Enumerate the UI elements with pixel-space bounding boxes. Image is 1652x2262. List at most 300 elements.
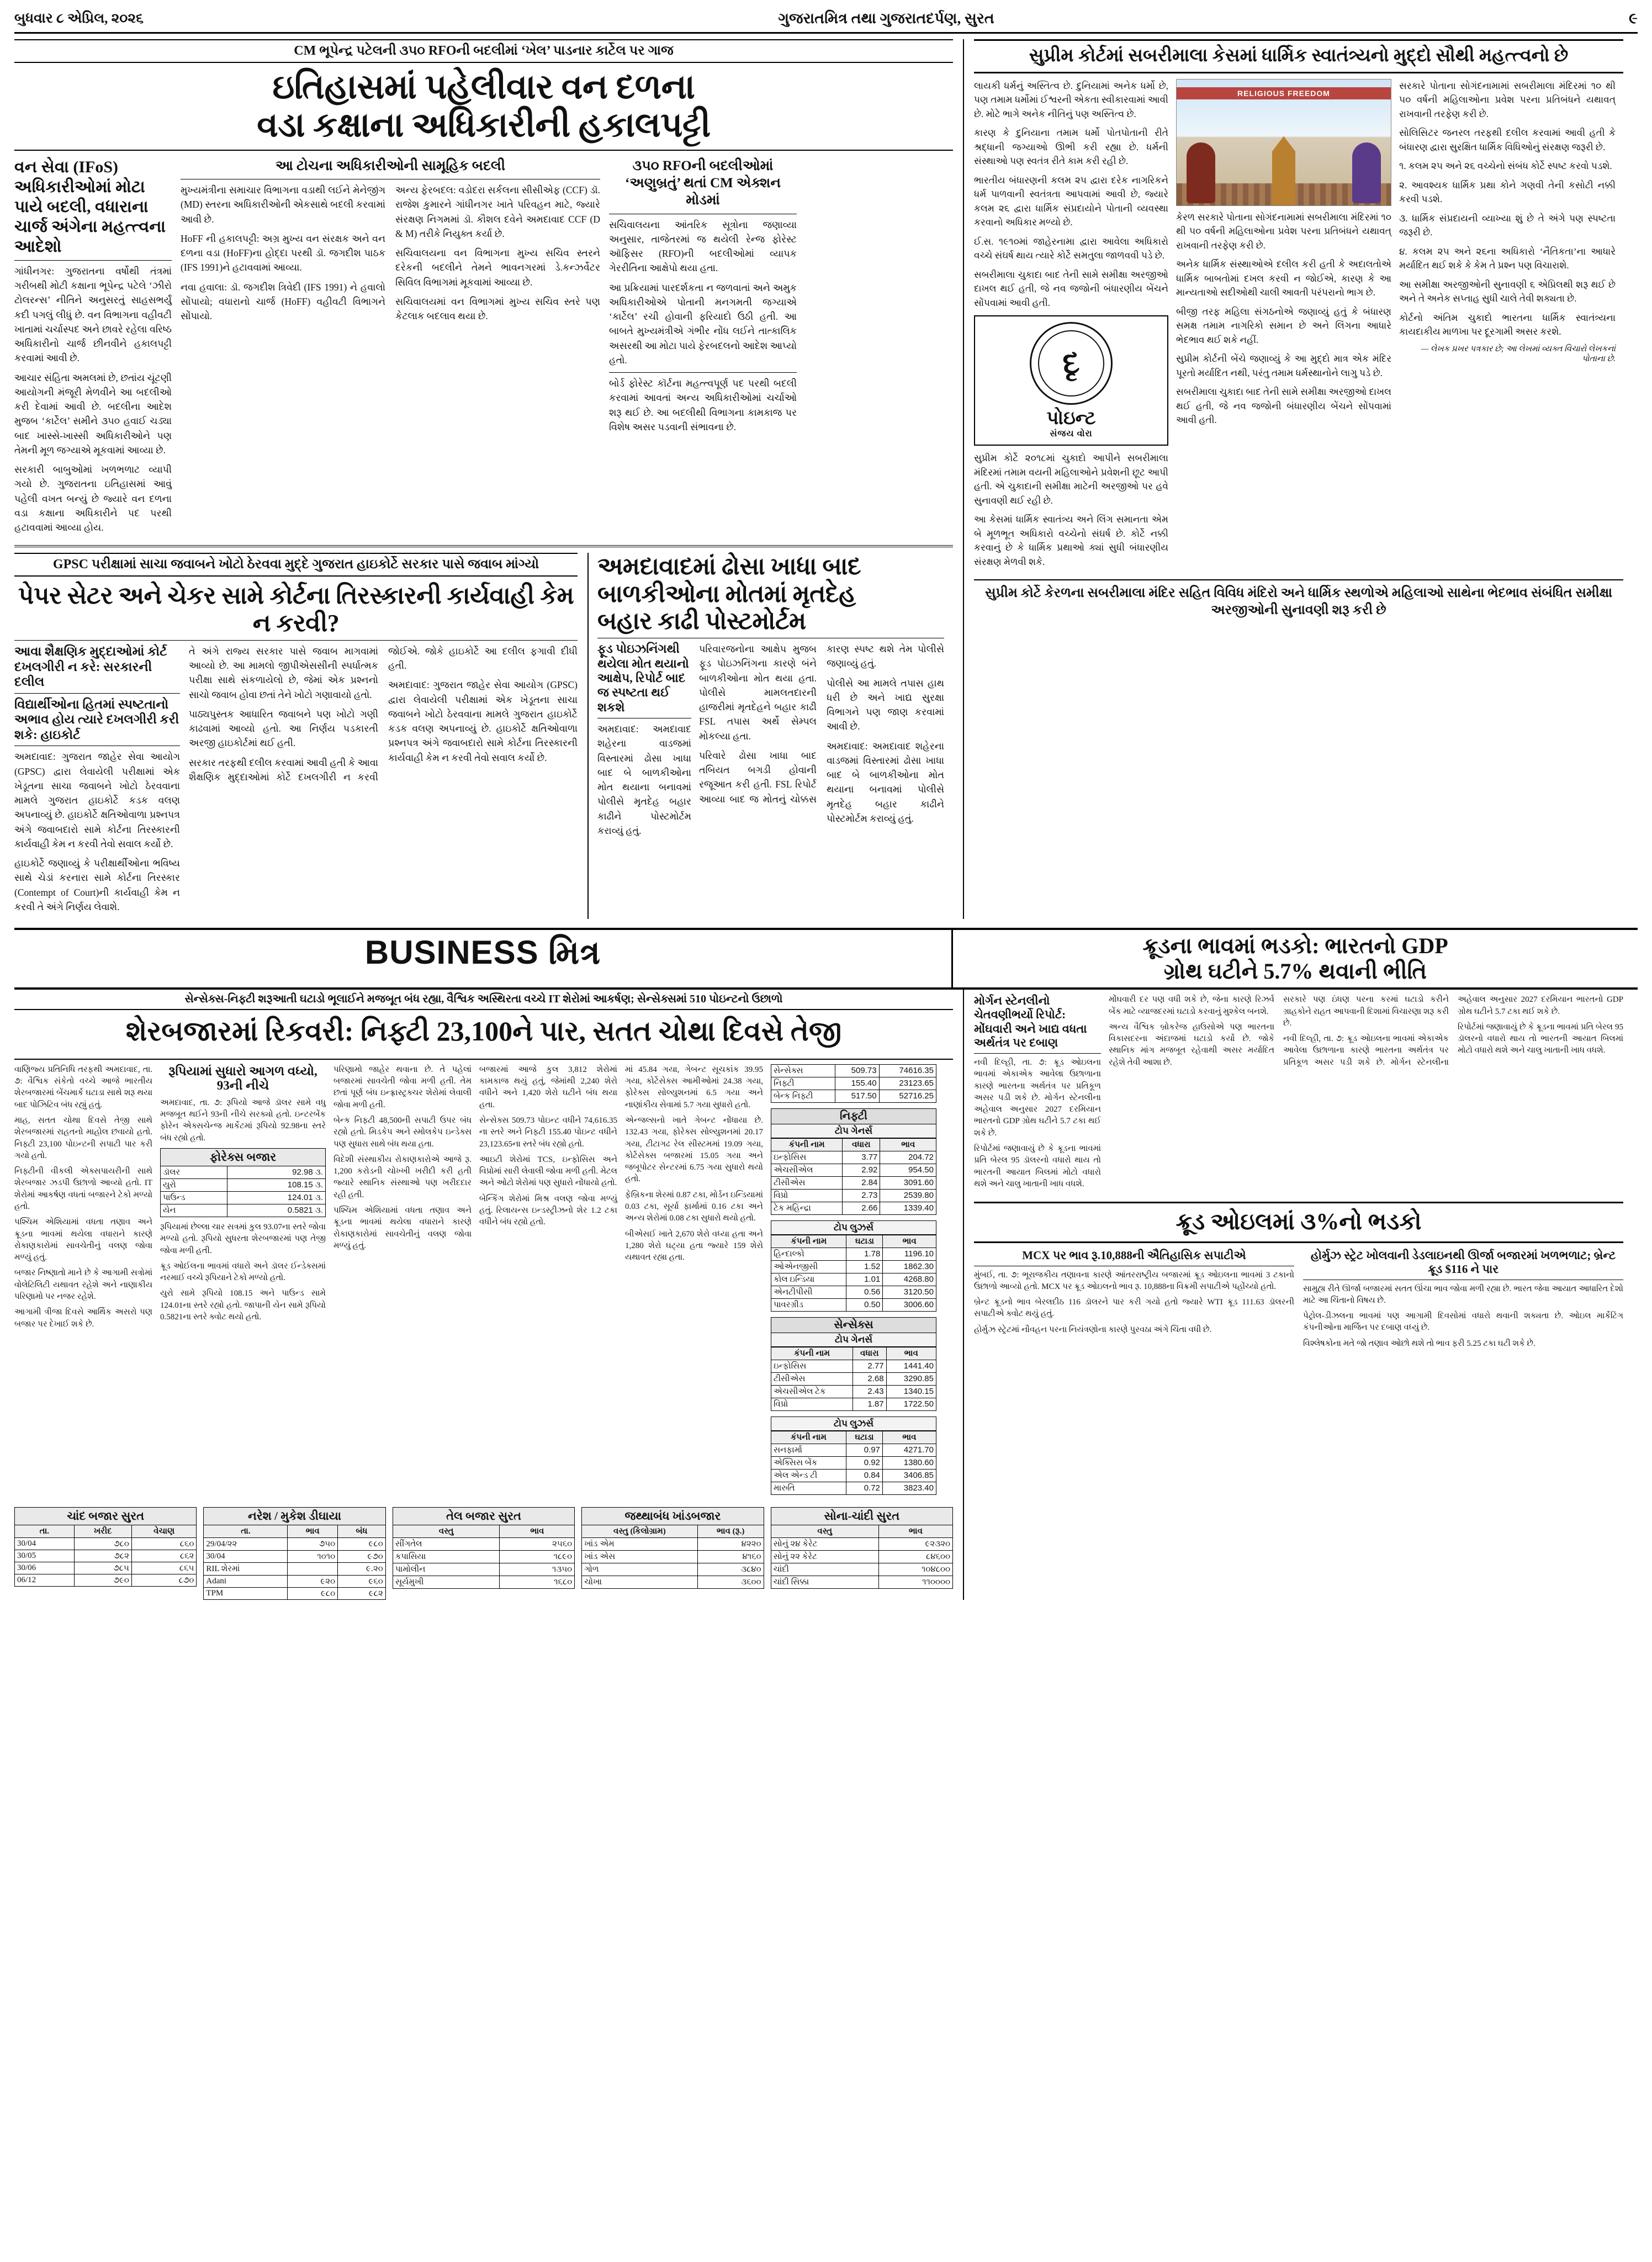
rupee-para: ક્રૂડ ઓઈલના ભાવમાં વધારો અને ડૉલર ઈન્ડેક્સમાં નરમાઈ વચ્ચે રૂપિયાને ટેકો મળ્યો હતો. bbox=[160, 1261, 326, 1283]
table-row bbox=[771, 1456, 936, 1469]
company: ઇન્ફોસિસ bbox=[771, 1151, 843, 1164]
company: એલ એન્ડ ટી bbox=[771, 1469, 846, 1482]
table-row bbox=[771, 1164, 936, 1176]
col-price: ભાવ bbox=[880, 1138, 936, 1151]
sc-para-c: ૧. કલમ ૨૫ અને ૨૬ વચ્ચેનો સંબંધ કોર્ટે સ્પષ્ટ કરવો પડશે. bbox=[1399, 161, 1612, 172]
cell: ૯૮૦ bbox=[338, 1537, 386, 1550]
lead-box1-para: નવા હવાલા: ડૉ. જગદીશ ત્રિવેદી (IFS 1991) ને હવાલો સોંપાયો; વધારાનો ચાર્જ (HoFF) વહીવટી વિભાગને સોંપાયો. bbox=[181, 281, 385, 322]
table-row bbox=[161, 1204, 326, 1217]
table-header-row bbox=[393, 1525, 574, 1537]
market-para: બજાર નિષ્ણાતો માને છે કે આગામી સત્રોમાં વોલેટિલિટી યથાવત રહેશે અને નાણાકીય પરિણામો પર નજર રહેશે. bbox=[14, 1269, 152, 1302]
cell: ચાંદી bbox=[771, 1563, 878, 1576]
col-3: વેચાણ bbox=[131, 1525, 197, 1537]
gold-silver-table-block bbox=[771, 1507, 953, 1600]
lead-headline bbox=[14, 68, 953, 145]
forex-value: 108.15 ૩. bbox=[227, 1178, 325, 1191]
lead-box1-para: સચિવાલયમાં વન વિભાગમાં મુખ્ય સચિવ સ્તરે પણ કેટલાક બદલાવ થયા છે. bbox=[395, 295, 600, 322]
market-para: સેન્સેક્સ 509.73 પોઇન્ટ વધીને 74,616.35 ના સ્તરે અને નિફ્ટી 155.40 પોઇન્ટ વધીને 23,123.65ના સ્તરે બંધ રહ્યો હતો. bbox=[479, 1116, 617, 1149]
lead-box1-para: HoFF ની હકાલપટ્ટી: અગ્ર મુખ્ય વન સંરક્ષક અને વન દળના વડા (HoFF)ના હોદ્દા પરથી ડૉ. જગદીશ પાઠક (IFS 1991)ને હટાવવામાં આવ્યા. bbox=[181, 232, 385, 273]
sc-para-a: લાયકી ધર્મનું અસ્તિત્વ છે. દુનિયામાં અનેક ધર્મો છે, પણ તમામ ધર્મોમાં ઈશ્વરની એકતા સ્વીકારવામાં આવી છે. મોટે ભાગે અનેક નીતિનું પણ અસ્તિત્વ છે. bbox=[974, 80, 1168, 119]
sc-column-a bbox=[974, 79, 1168, 574]
col-company: કંપની નામ bbox=[771, 1138, 843, 1151]
table-row bbox=[393, 1537, 574, 1550]
dhosa-headline-3: બહાર કાઢી પોસ્ટમોર્ટમ bbox=[597, 607, 806, 635]
table-row bbox=[161, 1191, 326, 1204]
table-row bbox=[15, 1537, 197, 1550]
change: 2.68 bbox=[853, 1372, 886, 1385]
logo-mark: દૃ bbox=[1062, 346, 1080, 380]
market-para: એન્જલ્સનો ખાતે ગેબન્ટ નોંધાયા છે. 132.43 ગયા, ફોરેક્સ સોલ્યુશનમાં 20.17 ગયા, ટીટાગઢ રેલ સીસ્ટમમાં 19.09 ગયા, કોર્ટેસેક્સ બજારમાં 15.05 ગયા અને જબૂપોટર સેન્ટરમાં 6.75 ગયા સુધારો થયો હતો. bbox=[625, 1116, 763, 1184]
market-para: માહ, સતત ચોથા દિવસે તેજી સાથે શેરબજારમાં રાહતનો માહોલ છવાયો હતો. નિફ્ટી 23,100 પોઇન્ટની સપાટી પાર કરી ગયો હતો. bbox=[14, 1116, 152, 1160]
table-row bbox=[771, 1360, 936, 1372]
naresh-mukesh-table bbox=[203, 1525, 385, 1600]
table-header-row bbox=[771, 1347, 936, 1360]
nifty-gainers-table bbox=[771, 1138, 936, 1215]
table-row bbox=[771, 1482, 936, 1494]
table-row bbox=[771, 1372, 936, 1385]
price: 954.50 bbox=[880, 1164, 936, 1176]
table-row bbox=[771, 1385, 936, 1398]
col-3: બંધ bbox=[338, 1525, 386, 1537]
table-row bbox=[771, 1176, 936, 1189]
price: 1339.40 bbox=[880, 1202, 936, 1214]
sabarimala-photo bbox=[1176, 79, 1391, 206]
change: 2.92 bbox=[843, 1164, 880, 1176]
company: હિન્દાલ્કો bbox=[771, 1248, 846, 1260]
change: 0.72 bbox=[846, 1482, 882, 1494]
oil-para: વિશ્લેષકોના મતે જો તણાવ ઓછો થશે તો ભાવ ફરી 5.25 ટકા ઘટી શકે છે. bbox=[1303, 1339, 1535, 1348]
col-1: તા. bbox=[15, 1525, 75, 1537]
gdp-para: સરકારે પણ ઇંધણ પરના કરમાં ઘટાડો કરીને ગ્રાહકોને રાહત આપવાની દિશામાં વિચારણા શરૂ કરી છે. bbox=[1283, 995, 1449, 1028]
table-header-row bbox=[15, 1525, 197, 1537]
naresh-mukesh-table-block bbox=[203, 1507, 385, 1600]
table-row bbox=[771, 1151, 936, 1164]
price: 4271.70 bbox=[882, 1444, 936, 1456]
table-row bbox=[771, 1273, 936, 1286]
indices-column bbox=[771, 1064, 936, 1500]
table-row bbox=[771, 1260, 936, 1273]
masthead bbox=[14, 10, 1638, 34]
change: 0.56 bbox=[846, 1286, 883, 1298]
sensex-gainers-label: ટોપ ગેનર્સ bbox=[771, 1333, 936, 1347]
market-para: ફેબ્રિકના શેરમાં 0.87 ટકા, મોર્ડન ઇન્ડિયામાં 0.03 ટકા, સૂર્યા ફાર્મામાં 0.16 ટકા અને અન્ય શેરોમાં 0.08 ટકા સુધારો થયો હતો. bbox=[625, 1190, 763, 1223]
cell: ૮૬૦ bbox=[131, 1537, 197, 1550]
price: 3091.60 bbox=[880, 1176, 936, 1189]
bottom-tables bbox=[14, 1507, 953, 1600]
lead-box1-para: સચિવાલયના વન વિભાગના મુખ્ય સચિવ સ્તરને દરેકની બદલીને તેમને ભાવનગરમાં ડે.કન્ઝર્વેટર સિવિલ વિભાગમાં મૂકવામાં આવ્યા છે. bbox=[395, 247, 600, 288]
forex-name: યુરો bbox=[161, 1178, 227, 1191]
table-row bbox=[393, 1550, 574, 1563]
cell: 30/04 bbox=[204, 1550, 288, 1562]
sc-column-b bbox=[1176, 79, 1391, 574]
business-left bbox=[14, 990, 953, 1600]
table-row bbox=[771, 1064, 936, 1077]
chand-bazar-table bbox=[14, 1525, 197, 1587]
col-company: કંપની નામ bbox=[771, 1235, 846, 1248]
price: 1441.40 bbox=[886, 1360, 936, 1372]
table-row bbox=[15, 1574, 197, 1586]
masthead-date: બુધવાર ૮ એપ્રિલ, ૨૦૨૬ bbox=[14, 11, 144, 26]
cell: ૯૬૦ bbox=[338, 1575, 386, 1587]
sensex-label: સેન્સેક્સ bbox=[771, 1317, 936, 1333]
change: 0.92 bbox=[846, 1456, 882, 1469]
sc-para-b: કેરળ સરકારે પોતાના સોગંદનામામાં સબરીમાલા મંદિરમાં ૧૦ થી ૫૦ વર્ષની મહિલાઓના પ્રવેશ પરના પ્રતિબંધને યથાવત્ રાખવાની તરફેણ કરી છે. bbox=[1176, 212, 1391, 251]
table-row bbox=[771, 1286, 936, 1298]
lead-box-rfo bbox=[609, 157, 797, 540]
table-header-row bbox=[771, 1431, 936, 1444]
forex-value: 124.01 ૩. bbox=[227, 1191, 325, 1204]
market-col-4 bbox=[479, 1064, 617, 1500]
gpsc-subhead-1: આવા શૈક્ષણિક મુદ્દાઓમાં કોર્ટ દખલગીરી ન કરે: સરકારની દલીલ bbox=[14, 644, 167, 689]
price: 3120.50 bbox=[883, 1286, 936, 1298]
oil-bazar-table-block bbox=[393, 1507, 575, 1600]
index-value: 52716.25 bbox=[879, 1090, 936, 1102]
dhosa-para: અમદાવાદ: અમદાવાદ શહેરના વાડજમાં વિસ્તારમાં ઢોસા ખાધા બાદ બે બાળકીઓના મોત થયાના બનાવમાં પોલીસે મૃતદેહ બહાર કાઢીને પોસ્ટમોર્ટમ કરાવ્યું હતું. bbox=[827, 740, 944, 824]
gdp-para: રિપોર્ટમાં જણાવાયું છે કે ક્રૂડના ભાવમાં પ્રતિ બેરલ 95 ડૉલરનો વધારો થાય તો ભારતની આયાત બિલમાં મોટો વધારો થશે અને ચાલુ ખાતાની ખાધ વધશે. bbox=[974, 1144, 1101, 1188]
indices-table bbox=[771, 1064, 936, 1103]
col-1: વસ્તુ bbox=[771, 1525, 878, 1537]
price: 1340.15 bbox=[886, 1385, 936, 1398]
nifty-gainers-label: ટોપ ગેનર્સ bbox=[771, 1124, 936, 1138]
sc-para-a: કારણ કે દુનિયાના તમામ ધર્મો પોતપોતાની રીતે શ્રદ્ધાની જગ્યાઓ ઊભી કરી રહ્યા છે. ધર્મની સંસ્થાઓ પણ સ્વતંત્ર રીતે કામ કરી રહી છે. bbox=[974, 128, 1168, 167]
cell: TPM bbox=[204, 1587, 288, 1599]
cell: 30/06 bbox=[15, 1562, 75, 1574]
col-change: વધારા bbox=[843, 1138, 880, 1151]
sc-headline: સુપ્રીમ કોર્ટમાં સબરીમાલા કેસમાં ધાર્મિક સ્વાતંત્ર્યનો મુદ્દો સૌથી મહત્ત્વનો છે bbox=[974, 39, 1623, 73]
table-header-row bbox=[582, 1525, 764, 1537]
cell: ખાંડ એસ bbox=[582, 1550, 697, 1563]
lead-box1-para: મુખ્યમંત્રીના સમાચાર વિભાગના વડાથી લઈને મેનેજીંગ (MD) સ્તરના અધિકારીઓની એકસાથે બદલી કરવામાં આવી છે. bbox=[181, 184, 385, 225]
table-row bbox=[161, 1178, 326, 1191]
change: 2.43 bbox=[853, 1385, 886, 1398]
price: 204.72 bbox=[880, 1151, 936, 1164]
table-row bbox=[393, 1563, 574, 1576]
market-para: માં 45.84 ગયા, ગેબન્ટ સૂચકાંક 39.95 ગયા, કોર્ટેસેક્સ આમીઓમાં 24.38 ગયા, ફોરેક્સ સોલ્યુશનમાં 6.5 ગયા અને નાણાંકીય સેવામાં 5.7 ગયા સુધારો હતો. bbox=[625, 1065, 763, 1109]
sc-para-b: બીજી તરફ મહિલા સંગઠનોએ જણાવ્યું હતું કે બંધારણ સમક્ષ તમામ નાગરિકો સમાન છે અને લિંગના આધારે ભેદભાવ થઈ શકે નહીં. bbox=[1176, 306, 1391, 345]
cell: ૯.૨૦ bbox=[338, 1562, 386, 1575]
supreme-court-story bbox=[963, 39, 1623, 919]
cell bbox=[288, 1562, 338, 1575]
cell: સૂર્યમુખી bbox=[393, 1576, 500, 1588]
table-row bbox=[393, 1576, 574, 1588]
col-2: ખરીદ bbox=[74, 1525, 131, 1537]
lead-deck: વન સેવા (IFoS) અધિકારીઓમાં મોટા પાયે બદલી, વધારાના ચાર્જ અંગેના મહત્ત્વના આદેશો bbox=[14, 157, 166, 256]
gdp-headline-line1: ક્રૂડના ભાવમાં ભડકો: ભારતનો GDP bbox=[1142, 933, 1448, 959]
company: વિપ્રો bbox=[771, 1189, 843, 1202]
cell: Adani bbox=[204, 1575, 288, 1587]
lead-box-officers bbox=[181, 157, 600, 540]
table-header-row bbox=[771, 1138, 936, 1151]
cell: 30/04 bbox=[15, 1537, 75, 1550]
index-value: 74616.35 bbox=[879, 1064, 936, 1077]
table-row bbox=[204, 1550, 385, 1562]
cell: ૩૬૦૦ bbox=[697, 1576, 764, 1588]
price: 2539.80 bbox=[880, 1189, 936, 1202]
gpsc-para: તે અંગે રાજ્ય સરકાર પાસે જવાબ માગવામાં આવ્યો છે. આ મામલો જીપીએસસીની સ્પર્ધાત્મક પરીક્ષા સાથે સંકળાયેલો છે, જેમાં એક પ્રશ્નનો સાચો જવાબ હોવા છતાં તેને ખોટો ગણાવાયો હતો. bbox=[189, 645, 378, 700]
forex-table bbox=[160, 1166, 326, 1217]
lead-box1-title: આ ટોચના અધિકારીઓની સામૂહિક બદલી bbox=[275, 158, 505, 173]
cell: 06/12 bbox=[15, 1574, 75, 1586]
company: ઓએનજીસી bbox=[771, 1260, 846, 1273]
column-logo-box bbox=[974, 315, 1168, 446]
forex-value: 0.5821 ૩. bbox=[227, 1204, 325, 1217]
company: મારુતિ bbox=[771, 1482, 846, 1494]
cell: કપાસિયા bbox=[393, 1550, 500, 1563]
sc-para-a: સુપ્રીમ કોર્ટે ૨૦૧૮માં ચુકાદો આપીને સબરીમાલા મંદિરમાં તમામ વયની મહિલાઓને પ્રવેશની છૂટ આપી હતી. એ ચુકાદાની સમીક્ષા માટેની અરજીઓ પર હવે સુનાવણી થઈ રહી છે. bbox=[974, 453, 1168, 506]
sc-para-a: ભારતીય બંધારણની કલમ ૨૫ દ્વારા દરેક નાગરિકને ધર્મ પાળવાની સ્વતંત્રતા આપવામાં આવી છે, જ્યારે કલમ ૨૬ દ્વારા ધાર્મિક સંપ્રદાયોને પોતાની વ્યવસ્થા કરવાનો અધિકાર મળ્યો છે. bbox=[974, 175, 1168, 228]
oil-sub-right: હોર્મુઝ સ્ટ્રેટ ખોલવાની ડેડલાઇનથી ઊર્જા બજારમાં ખળભળાટ; બ્રેન્ટ ક્રૂડ $116 ને પાર bbox=[1310, 1248, 1616, 1276]
cell: ગોળ bbox=[582, 1563, 697, 1576]
gdp-headline-line2: ગ્રોથ ઘટીને 5.7% થવાની ભીતિ bbox=[1163, 959, 1427, 984]
gdp-para: નવી દિલ્હી, તા. ૭: ક્રૂડ ઓઇલના ભાવમાં એકાએક આવેલા ઉછાળાના કારણે ભારતના અર્થતંત્ર પર પ્રતિકૂળ અસર પડી શકે છે. મોર્ગન સ્ટેનલીના અહેવાલ અનુસાર 2027 દરમિયાન ભારતનો GDP ગ્રોથ ઘટીને 5.7 ટકા થઈ શકે છે. bbox=[974, 1058, 1101, 1138]
cell: ૩૮૪૦ bbox=[697, 1563, 764, 1576]
sc-para-a: સબરીમાલા ચુકાદા બાદ તેની સામે સમીક્ષા અરજીઓ દાખલ થઈ હતી, જે નવ જજોની બંધારણીય બેંચને સોંપવામાં આવી હતી. bbox=[974, 269, 1168, 308]
col-change: ઘટાડા bbox=[846, 1431, 882, 1444]
table-row bbox=[771, 1444, 936, 1456]
cell: ૮૬૨ bbox=[131, 1550, 197, 1562]
sc-para-b: અનેક ધાર્મિક સંસ્થાઓએ દલીલ કરી હતી કે અદાલતોએ ધાર્મિક બાબતોમાં દખલ કરવી ન જોઈએ, કારણ કે આ માન્યતાઓ સદીઓથી ચાલી આવતી પરંપરાનો ભાગ છે. bbox=[1176, 259, 1391, 298]
price: 1380.60 bbox=[882, 1456, 936, 1469]
company: એક્સિસ બેંક bbox=[771, 1456, 846, 1469]
price: 1862.30 bbox=[883, 1260, 936, 1273]
dhosa-lead: ફૂડ પોઇઝનિંગથી થયેલા મોત થયાનો આક્ષેપ, રિપોર્ટ બાદ જ સ્પષ્ટતા થઈ શકશે bbox=[597, 642, 689, 714]
table-row bbox=[204, 1537, 385, 1550]
cell: ૮૪૬૦૦ bbox=[878, 1550, 952, 1563]
gdp-sub: મોર્ગન સ્ટેનલીનો ચેતવણીભર્યો રિપોર્ટ: મોંઘવારી અને ખાદ્ય વધતા અર્થતંત્ર પર દબાણ bbox=[974, 994, 1087, 1049]
company: એનટીપીસી bbox=[771, 1286, 846, 1298]
sc-column-c bbox=[1399, 79, 1616, 574]
col-price: ભાવ bbox=[882, 1431, 936, 1444]
gpsc-subhead-2: વિદ્યાર્થીઓના હિતમાં સ્પષ્ટતાનો અભાવ હોય ત્યારે દખલગીરી કરી શકે: હાઇકોર્ટ bbox=[14, 697, 179, 742]
market-para: પરિણામો જાહેર થવાના છે. તે પહેલાં બજારમાં સાવચેતી જોવા મળી હતી. તેમ છતાં પૂર્ણ બંધ ઇન્ફ્રાસ્ટ્રક્ચર શેરોમાં લેવાલી જોવા મળી હતી. bbox=[333, 1065, 472, 1109]
company: એચસીએલ bbox=[771, 1164, 843, 1176]
market-para: પશ્ચિમ એશિયામાં વધતા તણાવ અને ક્રૂડના ભાવમાં થયેલા વધારાને કારણે રોકાણકારોમાં સાવચેતીનું વલણ જોવા મળ્યું હતું. bbox=[14, 1218, 152, 1262]
col-2: ભાવ bbox=[288, 1525, 338, 1537]
sensex-losers-label: ટોપ લુઝર્સ bbox=[771, 1417, 936, 1431]
sugar-table bbox=[581, 1525, 764, 1589]
sc-para-c: ૨. આવશ્યક ધાર્મિક પ્રથા કોને ગણવી તેની કસોટી નક્કી કરવી પડશે. bbox=[1399, 179, 1616, 205]
table-title: ચાંદ બજાર સુરત bbox=[14, 1507, 197, 1525]
table-row bbox=[771, 1550, 952, 1563]
oil-para: સામુહ્ય રીતે ઊર્જા બજારમાં સતત ઊંચા ભાવ જોવા મળી રહ્યા છે. ભારત જેવા આયાત આધારિત દેશો માટે આ ચિંતાનો વિષય છે. bbox=[1303, 1284, 1623, 1305]
sc-para-c: કોર્ટનો અંતિમ ચુકાદો ભારતના ધાર્મિક સ્વાતંત્ર્યના કાયદાકીય માળખા પર દૂરગામી અસર કરશે. bbox=[1399, 312, 1616, 337]
forex-name: પાઉન્ડ bbox=[161, 1191, 227, 1204]
col-2: ભાવ (રૂ.) bbox=[697, 1525, 764, 1537]
table-row bbox=[771, 1563, 952, 1576]
cell: 30/05 bbox=[15, 1550, 75, 1562]
cell: ૯૨૦ bbox=[288, 1575, 338, 1587]
gdp-para: રિપોર્ટમાં જણાવાયું છે કે ક્રૂડના ભાવમાં પ્રતિ બેરલ 95 ડૉલરનો વધારો થાય તો ભારતની આયાત બિલમાં મોટો વધારો થશે અને ચાલુ ખાતાની ખાધ વધશે. bbox=[1458, 1022, 1623, 1055]
sc-para-b: સબરીમાલા ચુકાદા બાદ તેની સામે સમીક્ષા અરજીઓ દાખલ થઈ હતી, જે નવ જજોની બંધારણીય બેંચને સોંપવામાં આવી હતી. bbox=[1176, 387, 1391, 426]
table-row bbox=[161, 1166, 326, 1178]
sugar-table-block bbox=[581, 1507, 764, 1600]
company: એચસીએલ ટેક bbox=[771, 1385, 853, 1398]
market-para: વાણિજ્ય પ્રતિનિધિ તરફથી અમદાવાદ, તા. ૭: વૈશ્વિક સંકેતો વચ્ચે આજે ભારતીય શેરબજારમાં બેંચમાર્ક ઘટાડા સાથે શરૂ થયા બાદ પોઝિટિવ બંધ રહ્યું હતું. bbox=[14, 1065, 152, 1109]
gpsc-para: અમદાવાદ: ગુજરાત જાહેર સેવા આયોગ (GPSC) દ્વારા લેવાયેલી પરીક્ષામાં એક ખેડૂતના સાચા જવાબને ખોટો ઠેરવવાના મામલે ગુજરાત હાઇકોર્ટે કડક વલણ અપનાવ્યું છે. હાઇકોર્ટે ક્ષતિઓવાળા પ્રશ્નપત્ર અંગે જવાબદારો સામે કોર્ટના તિરસ્કારની કાર્યવાહી કેમ ન કરવી તેવો સવાલ કર્યો છે. bbox=[14, 751, 180, 849]
table-row bbox=[771, 1202, 936, 1214]
table-row bbox=[15, 1550, 197, 1562]
table-row bbox=[204, 1587, 385, 1599]
cell: ૯૭૦ bbox=[338, 1550, 386, 1562]
dhosa-para: પરિવારે ઢોસા ખાધા બાદ તબિયત બગડી હોવાની રજૂઆત કરી હતી. FSL રિપોર્ટ આવ્યા બાદ જ મોતનું ચોક્કસ કારણ સ્પષ્ટ થશે તેમ પોલીસે જણાવ્યું હતું. bbox=[699, 643, 944, 805]
rupee-para: રૂપિયામાં છેલ્લા ચાર સત્રમાં કુલ 93.07ના સ્તરે જોવા મળ્યો હતો. રૂપિયો સુધરતા શેરબજારમાં પણ તેજી જોવા મળી હતી. bbox=[160, 1222, 326, 1255]
photo-figure-left bbox=[1187, 142, 1215, 203]
company: ટેક મહિન્દ્રા bbox=[771, 1202, 843, 1214]
dhosa-story bbox=[587, 553, 944, 919]
dharma-point-logo-icon bbox=[1030, 322, 1113, 405]
index-name: નિફ્ટી bbox=[771, 1077, 835, 1090]
sc-para-a: ઈ.સ. ૧૯૧૦માં જાહેરનામા દ્વારા આવેલા અધિકારો વચ્ચે સંઘર્ષ થાય ત્યારે કોર્ટે સમતુલા જાળવવી પડે છે. bbox=[974, 236, 1168, 261]
table-row bbox=[771, 1398, 936, 1410]
col-1: વસ્તુ bbox=[393, 1525, 500, 1537]
table-row bbox=[582, 1537, 764, 1550]
price: 4268.80 bbox=[883, 1273, 936, 1286]
col-company: કંપની નામ bbox=[771, 1347, 853, 1360]
change: 2.77 bbox=[853, 1360, 886, 1372]
oil-para: મુંબઈ, તા. ૭: ભૂરાજકીય તણાવના કારણે આંતરરાષ્ટ્રીય બજારમાં ક્રૂડ ઓઇલના ભાવમાં 3 ટકાનો ઉછાળો આવ્યો હતો. MCX પર ક્રૂડ ઓઇલનો ભાવ રૂ. 10,888ના વિક્રમી સપાટીએ પહોંચ્યો હતો. bbox=[974, 1270, 1294, 1291]
col-price: ભાવ bbox=[883, 1235, 936, 1248]
gpsc-para: અમદાવાદ: ગુજરાત જાહેર સેવા આયોગ (GPSC) દ્વારા લેવાયેલી પરીક્ષામાં એક ખેડૂતના સાચા જવાબને ખોટો ઠેરવવાના મામલે ગુજરાત હાઇકોર્ટે કડક વલણ અપનાવ્યું છે. હાઇકોર્ટે ક્ષતિઓવાળા પ્રશ્નપત્ર અંગે જવાબદારો સામે કોર્ટના તિરસ્કારની કાર્યવાહી કેમ ન કરવી તેવો સવાલ કર્યો છે. bbox=[388, 679, 578, 763]
table-row bbox=[771, 1537, 952, 1550]
table-header-row bbox=[771, 1525, 952, 1537]
index-value: 23123.65 bbox=[879, 1077, 936, 1090]
market-col-5 bbox=[625, 1064, 763, 1500]
cell: ૪૨૨૦ bbox=[697, 1537, 764, 1550]
table-row bbox=[582, 1576, 764, 1588]
col-2: ભાવ bbox=[878, 1525, 952, 1537]
company: ટીસીએસ bbox=[771, 1372, 853, 1385]
rupee-para: યુરો સામે રૂપિયો 108.15 અને પાઉન્ડ સામે 124.01ના સ્તરે રહ્યો હતો. જાપાની યેન સામે રૂપિયો 0.5821ના સ્તરે ક્વોટ થયો હતો. bbox=[160, 1289, 326, 1322]
nifty-losers-label: ટોપ લુઝર્સ bbox=[771, 1220, 936, 1235]
change: 2.66 bbox=[843, 1202, 880, 1214]
gpsc-para: હાઇકોર્ટે જણાવ્યું કે પરીક્ષાર્થીઓના ભવિષ્ય સાથે ચેડાં કરનારા સામે કોર્ટના તિરસ્કાર (Contempt of Court)ની કાર્યવાહી કેમ ન કરવી તે અંગે નિર્ણય લેવાશે. bbox=[14, 858, 180, 912]
dhosa-para: પોલીસે આ મામલે તપાસ હાથ ધરી છે અને ખાદ્ય સુરક્ષા વિભાગને પણ જાણ કરવામાં આવી છે. bbox=[827, 677, 944, 732]
gpsc-story bbox=[14, 553, 578, 919]
sensex-losers-table bbox=[771, 1431, 936, 1495]
table-header-row bbox=[204, 1525, 385, 1537]
cell: ૧૬૮૦ bbox=[500, 1576, 575, 1588]
lead-box2-title: ૩૫૦ RFOની બદલીઓમાં ‘અણુબ્રતું’ થતાં CM એક્શન મોડમાં bbox=[625, 158, 781, 208]
cell: ૧૮૯૦ bbox=[500, 1550, 575, 1563]
col-1: વસ્તુ (કિલોગ્રામ) bbox=[582, 1525, 697, 1537]
change: 2.73 bbox=[843, 1189, 880, 1202]
cell: ૭૮૨ bbox=[74, 1550, 131, 1562]
index-change: 509.73 bbox=[835, 1064, 879, 1077]
col-change: ઘટાડા bbox=[846, 1235, 883, 1248]
cell: ૭૫૦ bbox=[288, 1537, 338, 1550]
oil-para: બ્રેન્ટ ક્રૂડનો ભાવ બેરલદીઠ 116 ડૉલરને પાર કરી ગયો હતો જ્યારે WTI ક્રૂડ 111.63 ડૉલરની સપાટીએ ક્વોટ થયું હતું. bbox=[974, 1298, 1294, 1319]
change: 0.84 bbox=[846, 1469, 882, 1482]
dhosa-para: અમદાવાદ: અમદાવાદ શહેરના વાડજમાં વિસ્તારમાં ઢોસા ખાધા બાદ બે બાળકીઓના મોત થયાના બનાવમાં પોલીસે મૃતદેહ બહાર કાઢીને પોસ્ટમોર્ટમ કરાવ્યું હતું. bbox=[597, 723, 691, 836]
gdp-headline bbox=[953, 930, 1638, 987]
forex-table-title: ફોરેક્સ બજાર bbox=[160, 1148, 326, 1166]
masthead-title: ગુજરાતમિત્ર તથા ગુજરાતદર્પણ, સુરત bbox=[778, 10, 994, 27]
forex-name: ડૉલર bbox=[161, 1166, 227, 1178]
cell: સોનું ૨૪ કેરેટ bbox=[771, 1537, 878, 1550]
market-col-3 bbox=[333, 1064, 472, 1500]
cell: સોનું ૨૨ કેરેટ bbox=[771, 1550, 878, 1563]
business-title: BUSINESS મિત્ર bbox=[14, 930, 953, 987]
gpsc-kicker: GPSC પરીક્ષામાં સાચા જવાબને ખોટો ઠેરવવા મુદ્દે ગુજરાત હાઇકોર્ટે સરકાર પાસે જવાબ માંગ્યો bbox=[14, 553, 578, 577]
sc-para-c: સરકારે પોતાના સોગંદનામામાં સબરીમાલા મંદિરમાં ૧૦ થી ૫૦ વર્ષની મહિલાઓના પ્રવેશ પરના પ્રતિબંધને યથાવત્ રાખવાની તરફેણ કરી છે. bbox=[1399, 80, 1616, 119]
table-row bbox=[771, 1189, 936, 1202]
oil-sub-left: MCX પર ભાવ રૂ.10,888ની ઐતિહાસિક સપાટીએ bbox=[1022, 1248, 1246, 1262]
market-para: બેન્ક નિફ્ટી 48,500ની સપાટી ઉપર બંધ રહ્યો હતો. મિડકેપ અને સ્મોલકેપ ઇન્ડેક્સ પણ સુધારા સાથે બંધ થયા હતા. bbox=[333, 1116, 472, 1149]
table-row bbox=[204, 1575, 385, 1587]
oil-para: પેટ્રોલ-ડીઝલના ભાવમાં પણ આગામી દિવસોમાં વધારો થવાની શક્યતા છે. ઓઇલ માર્કેટિંગ કંપનીઓના માર્જિન પર દબાણ વધ્યું છે. bbox=[1303, 1312, 1623, 1333]
cell: ૧૦૪૮૦૦ bbox=[878, 1563, 952, 1576]
cell: ૭૮૦ bbox=[74, 1537, 131, 1550]
cell: ૯૨૩૨૦ bbox=[878, 1537, 952, 1550]
lead-section bbox=[14, 39, 953, 919]
business-subline: સેન્સેક્સ-નિફ્ટી શરૂઆતી ઘટાડો ભૂલાઈને મજબૂત બંધ રહ્યા, વૈશ્વિક અસ્થિરતા વચ્ચે IT શેરોમાં આકર્ષણ; સેન્સેક્સમાં 510 પોઇન્ટનો ઉછાળો bbox=[14, 990, 953, 1010]
lead-headline-line2: વડા કક્ષાના અધિકારીની હકાલપટ્ટી bbox=[257, 107, 711, 145]
sensex-gainers-table bbox=[771, 1347, 936, 1411]
market-headline: શેરબજારમાં રિકવરી: નિફ્ટી 23,100ને પાર, સતત ચોથા દિવસે તેજી bbox=[125, 1016, 842, 1047]
photo-banner-text: RELIGIOUS FREEDOM bbox=[1177, 87, 1391, 99]
change: 1.87 bbox=[853, 1398, 886, 1410]
gpsc-headline: પેપર સેટર અને ચેકર સામે કોર્ટના તિરસ્કારની કાર્યવાહી કેમ ન કરવી? bbox=[18, 582, 574, 637]
table-row bbox=[582, 1563, 764, 1576]
table-row bbox=[771, 1090, 936, 1102]
sc-byline: — લેખક પ્રખર પત્રકાર છે; આ લેખમાં વ્યક્ત વિચારો લેખકનાં પોતાના છે. bbox=[1421, 344, 1616, 363]
col-price: ભાવ bbox=[886, 1347, 936, 1360]
cell: ૯૮૨ bbox=[338, 1587, 386, 1599]
oil-headline: ક્રૂડ ઓઇલમાં ૩%નો ભડકો bbox=[974, 1202, 1623, 1243]
index-change: 155.40 bbox=[835, 1077, 879, 1090]
market-para: બેન્કિંગ શેરોમાં મિશ્ર વલણ જોવા મળ્યું હતું. રિલાયન્સ ઇન્ડસ્ટ્રીઝનો શેર 1.2 ટકા વધીને બંધ રહ્યો હતો. bbox=[479, 1194, 617, 1227]
dhosa-headline-2: બાળકીઓના મોતમાં મૃતદેહ bbox=[597, 580, 856, 607]
cell: ૪૧૬૦ bbox=[697, 1550, 764, 1563]
table-row bbox=[771, 1469, 936, 1482]
index-change: 517.50 bbox=[835, 1090, 879, 1102]
cell: પામોલીન bbox=[393, 1563, 500, 1576]
sc-caption: સુપ્રીમ કોર્ટે કેરળના સબરીમાલા મંદિર સહિત વિવિધ મંદિરો અને ધાર્મિક સ્થળોએ મહિલાઓ સાથેના ભેદભાવ સંબંધિત સમીક્ષા અરજીઓની સુનાવણી શરૂ કરી છે bbox=[974, 579, 1623, 619]
market-para: બજારમાં આજે કુલ 3,812 શેરોમાં કામકાજ થયું હતું, જેમાંથી 2,240 શેરો વધીને અને 1,420 શેરો ઘટીને બંધ થયા હતા. bbox=[479, 1065, 617, 1109]
gold-silver-table bbox=[771, 1525, 953, 1589]
cell: ૯૮૦ bbox=[288, 1587, 338, 1599]
cell: RIL શેરમાં bbox=[204, 1562, 288, 1575]
cell: ખાંડ એમ bbox=[582, 1537, 697, 1550]
cell: ૭૮૫ bbox=[74, 1562, 131, 1574]
cell: સીંગતેલ bbox=[393, 1537, 500, 1550]
cell: ૧૦૧૦ bbox=[288, 1550, 338, 1562]
cell: ૨૫૬૦ bbox=[500, 1537, 575, 1550]
market-para: પશ્ચિમ એશિયામાં વધતા તણાવ અને ક્રૂડના ભાવમાં થયેલા વધારાને કારણે રોકાણકારોમાં સાવચેતીનું વલણ જોવા મળ્યું હતું. bbox=[333, 1206, 472, 1250]
change: 1.78 bbox=[846, 1248, 883, 1260]
oil-para: હોર્મુઝ સ્ટ્રેટમાં નૌવહન પરના નિયંત્રણોના કારણે પુરવઠા અંગે ચિંતા વધી છે. bbox=[974, 1325, 1212, 1334]
business-right bbox=[963, 990, 1623, 1600]
price: 3290.85 bbox=[886, 1372, 936, 1385]
sc-para-c: સોલિસિટર જનરલ તરફથી દલીલ કરવામાં આવી હતી કે બંધારણ દ્વારા સુરક્ષિત ધાર્મિક વિધિઓનું સંરક્ષણ જરૂરી છે. bbox=[1399, 128, 1616, 152]
cell: ૧૧૦૦૦૦ bbox=[878, 1576, 952, 1588]
oil-bazar-table bbox=[393, 1525, 575, 1589]
lead-kicker: CM ભૂપેન્દ્ર પટેલની ૩૫૦ RFOની બદલીમાં ‘ખેલ’ પાડનાર કાર્ટેલ પર ગાજ bbox=[14, 39, 953, 63]
sc-para-c: ૪. કલમ ૨૫ અને ૨૬ના અધિકારો ‘નૈતિકતા’ના આધારે મર્યાદિત થઈ શકે કે કેમ તે પ્રશ્ન પણ વિચારાશે. bbox=[1399, 246, 1616, 271]
dhosa-para: પરિવારજનોના આક્ષેપ મુજબ ફૂડ પોઇઝનિંગના કારણે બંને બાળકીઓના મોત થયા હતા. પોલીસે મામલતદારની હાજરીમાં મૃતદેહને બહાર કાઢી FSL તપાસ અર્થે સેમ્પલ મોકલ્યા હતા. bbox=[699, 643, 817, 742]
market-col-1 bbox=[14, 1064, 152, 1500]
logo-name: પોઇન્ટ bbox=[1046, 408, 1096, 429]
table-row bbox=[771, 1576, 952, 1588]
market-para: નિફ્ટીની વીકલી એક્સપાયરીની સાથે શેરબજાર ઝડપી ઉછાળો આવ્યો હતો. IT શેરોમાં આકર્ષણ વધતાં બજારને ટેકો મળ્યો હતો. bbox=[14, 1167, 152, 1211]
table-row bbox=[204, 1562, 385, 1575]
lead-box2-footer: બોર્ડ ફોરેસ્ટ કૉર્ટના મહત્ત્વપૂર્ણ પદ પરથી બદલી કરવામાં આવતાં અન્ય અધિકારીઓમાં ચર્ચાઓ શરૂ થઈ છે. આ બદલીથી વિભાગના કામકાજ પર વિશેષ અસર પડવાની સંભાવના છે. bbox=[609, 378, 797, 432]
photo-figure-right bbox=[1352, 142, 1381, 203]
chand-bazar-table-block bbox=[14, 1507, 197, 1600]
col-1: તા. bbox=[204, 1525, 288, 1537]
change: 2.84 bbox=[843, 1176, 880, 1189]
change: 0.97 bbox=[846, 1444, 882, 1456]
